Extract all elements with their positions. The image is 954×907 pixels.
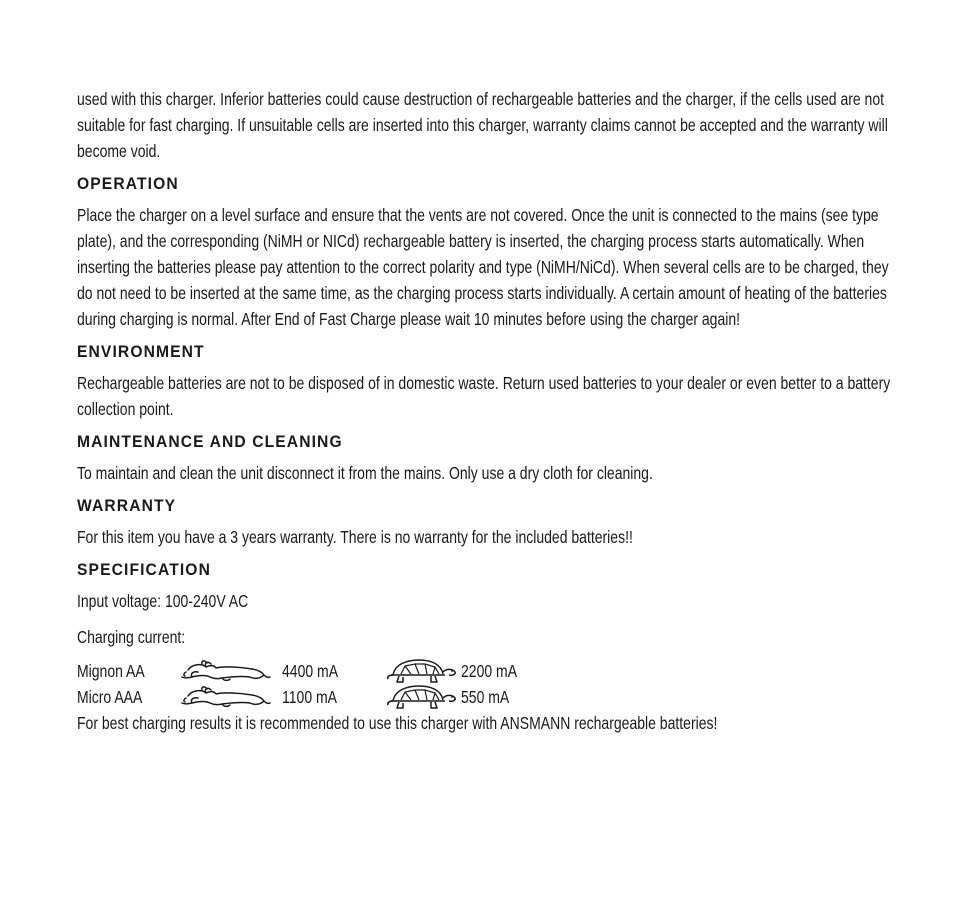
warranty-paragraph: For this item you have a 3 years warranty. There is no warranty for the included batteries!! [77, 527, 633, 547]
battery-type: Mignon AA [77, 661, 145, 681]
fast-current: 1100 mA [282, 687, 337, 707]
battery-type: Micro AAA [77, 687, 143, 707]
operation-paragraph: Place the charger on a level surface and ensure that the vents are not covered. Once the unit is connected to the mains (see type plate), and the corresponding (NiMH or NICd) rechargeable battery is inserted, the charging process starts automatically. When inserting the batteries please pay attention to the correct polarity and type (NiMH/NiCd). When several cells are to be charged, they do not need to be inserted at the same time, as the charging process starts individually. A certain amount of heating of the batteries during charging is normal. After End of Fast Charge please wait 10 minutes before using the charger again! [77, 205, 889, 329]
manual-page [77, 86, 897, 736]
charging-row-aa [77, 658, 897, 684]
charging-current-label: Charging current: [77, 627, 186, 647]
maintenance-heading: MAINTENANCE AND CLEANING [77, 432, 343, 451]
maintenance-paragraph: To maintain and clean the unit disconnect it from the mains. Only use a dry cloth for cleaning. [77, 463, 653, 483]
tortoise-icon [385, 684, 457, 710]
input-voltage: Input voltage: 100-240V AC [77, 591, 249, 611]
slow-current: 550 mA [461, 687, 510, 707]
hare-icon [180, 686, 272, 708]
operation-heading: OPERATION [77, 174, 179, 193]
recommendation-note: For best charging results it is recommended to use this charger with ANSMANN rechargeable batteries! [77, 713, 718, 733]
charging-current-table [77, 658, 897, 710]
intro-paragraph: used with this charger. Inferior batteries could cause destruction of rechargeable batteries and the charger, if the cells used are not suitable for fast charging. If unsuitable cells are inserted into this charger, warranty claims cannot be accepted and the warranty will become void. [77, 89, 888, 161]
environment-heading: ENVIRONMENT [77, 342, 205, 361]
hare-icon [180, 660, 272, 682]
specification-heading: SPECIFICATION [77, 560, 211, 579]
charging-row-aaa [77, 684, 897, 710]
fast-current: 4400 mA [282, 661, 339, 681]
tortoise-icon [385, 658, 457, 684]
slow-current: 2200 mA [461, 661, 518, 681]
environment-paragraph: Rechargeable batteries are not to be disposed of in domestic waste. Return used batteries to your dealer or even better to a battery collection point. [77, 373, 891, 419]
warranty-heading: WARRANTY [77, 496, 177, 515]
